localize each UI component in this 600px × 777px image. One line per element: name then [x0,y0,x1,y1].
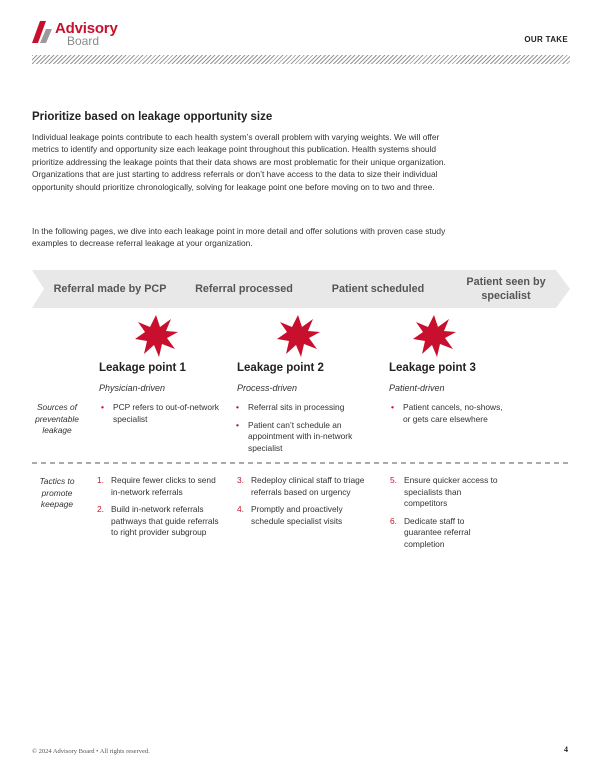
source-text: Patient can’t schedule an appointment with in-network specialist [248,419,353,453]
list-item [101,402,241,425]
section-label: OUR TAKE [524,35,568,44]
bullet-glyph: • [236,402,239,412]
sources-list-2 [236,402,376,460]
leakage-burst-icon [411,313,457,359]
process-step-1 [32,270,182,308]
list-item [97,475,225,498]
sources-list-3 [391,402,509,431]
tactics-list-2 [237,475,367,533]
list-item [236,402,376,414]
page-title: Prioritize based on leakage opportunity size [32,111,273,123]
source-text: Referral sits in processing [248,402,345,412]
page-number: 4 [564,745,568,754]
tactic-text: Ensure quicker access to specialists than competitors [404,475,498,508]
hatched-divider [32,55,570,64]
list-item [237,475,367,498]
leakage-burst-icon [275,313,321,359]
logo-mark-icon [32,21,56,43]
logo-text-advisory: Advisory [55,20,118,37]
row-label-tactics: Tactics to promote keepage [39,476,75,509]
tactic-text: Dedicate staff to guarantee referral completion [404,515,471,549]
bullet-glyph: • [236,419,239,430]
process-step-label: Patient seen by specialist [466,276,546,302]
process-step-3 [300,270,450,308]
intro-paragraph: Individual leakage points contribute to each health system’s overall problem with varying weights. We will offer metrics to identify and opportunity size each leakage point throughout this publication. Health systems should prioritize addressing the leakage points that their data shows are most problematic for their unique organization. Organizations that are just starting to address referrals or don’t have access to the data to size their individual opportunity should prioritize chronologically, solving for leakage point one before moving on to two and three. [32,132,446,192]
bullet-glyph: • [391,402,394,412]
tactic-number: 2. [97,504,104,514]
list-item [236,420,376,455]
leakage-point-3 [389,362,539,393]
leakage-point-driver: Patient-driven [389,383,445,393]
tactic-number: 3. [237,475,244,485]
leakage-point-driver: Process-driven [237,383,298,393]
tactic-number: 6. [390,515,397,526]
bullet-glyph: • [101,402,104,412]
tactic-text: Promptly and proactively schedule specialist visits [251,504,343,526]
tactics-list-1 [97,475,225,545]
process-step-label: Patient scheduled [331,283,425,295]
list-item [390,475,500,510]
process-step-label: Referral processed [195,283,293,295]
leakage-burst-icon [133,313,179,359]
source-text: PCP refers to out-of-network specialist [113,402,219,424]
process-step-4 [436,270,570,308]
process-step-label: Referral made by PCP [53,283,167,295]
leakage-point-1 [99,362,249,393]
logo-text-board: Board [67,34,100,48]
advisory-board-logo [32,20,122,46]
tactic-text: Redeploy clinical staff to triage referrals based on urgency [251,475,365,497]
tactics-list-3 [390,475,500,556]
leakage-point-driver: Physician-driven [99,383,166,393]
list-item [237,504,367,527]
leakage-point-title: Leakage point 3 [389,362,476,374]
tactic-text: Build in-network referrals pathways that guide referrals to right provider subgroup [111,504,219,537]
tactic-number: 1. [97,475,104,485]
list-item [390,516,500,551]
tactic-number: 4. [237,504,244,514]
followup-paragraph: In the following pages, we dive into each leakage point in more detail and offer solutions with proven case study examples to decrease referral leakage at your organization. [32,226,446,249]
process-step-2 [166,270,316,308]
leakage-point-title: Leakage point 2 [237,362,324,374]
copyright-footer: © 2024 Advisory Board • All rights reserved. [32,748,150,755]
leakage-point-title: Leakage point 1 [99,362,186,374]
list-item [391,402,509,425]
tactic-number: 5. [390,475,397,485]
list-item [97,504,225,539]
dashed-divider [32,462,570,464]
row-label-sources: Sources of preventable leakage [35,402,79,435]
leakage-point-2 [237,362,387,393]
tactic-text: Require fewer clicks to send in-network referrals [111,475,216,497]
sources-list-1 [101,402,241,431]
source-text: Patient cancels, no-shows, or gets care elsewhere [403,402,503,424]
